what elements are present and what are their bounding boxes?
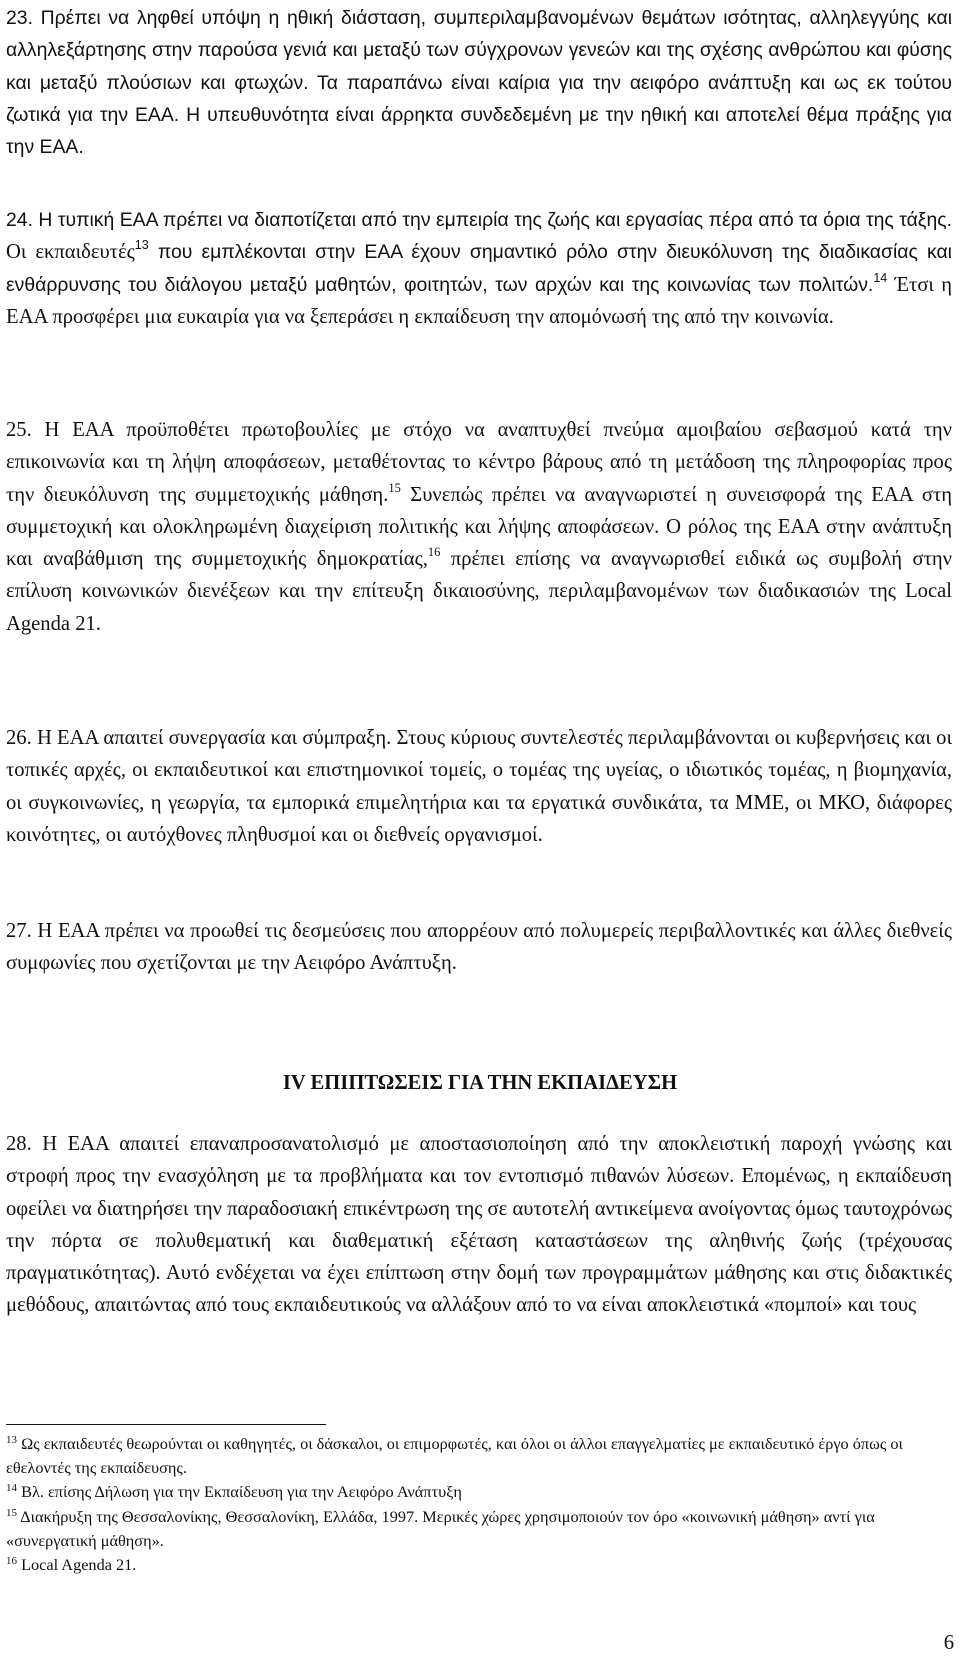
paragraph-25-part-a: 25. Η ΕΑΑ προϋποθέτει πρωτοβουλίες με στόχο να αναπτυχθεί πνεύμα αμοιβαίου σεβασμού κατά την επικοινωνία και τη λήψη αποφάσεων, μεταθέτοντας το κέντρο βάρους από τη μετάδοση της πληροφορίας προς την διευκόλυνση της συμμετοχικής μάθηση. bbox=[6, 419, 952, 506]
paragraph-24-part-a: 24. Η τυπική ΕΑΑ πρέπει να διαποτίζεται από την εμπειρία της ζωής και εργασίας πέρα από τα όρια της τάξης. bbox=[6, 209, 952, 231]
paragraph-24-part-d: Έτσι η ΕΑΑ προσφέρει μια ευκαιρία για να ξεπεράσει η εκπαίδευση την απομόνωσή της από την κοινωνία. bbox=[6, 273, 953, 328]
footnote-15 bbox=[6, 1505, 952, 1553]
footnote-number: 16 bbox=[6, 1555, 17, 1568]
paragraph-25 bbox=[6, 414, 952, 640]
footnote-14 bbox=[6, 1480, 952, 1504]
footnote-divider bbox=[6, 1424, 326, 1425]
footnote-text: Διακήρυξη της Θεσσαλονίκης, Θεσσαλονίκη, Ελλάδα, 1997. Μερικές χώρες χρησιμοποιούν τον όρο «κοινωνική μάθηση» αντί για «συνεργατική μάθηση». bbox=[6, 1506, 875, 1550]
footnote-text: Local Agenda 21. bbox=[21, 1555, 137, 1575]
footnote-number: 14 bbox=[6, 1482, 17, 1495]
paragraph-25-part-b: Συνεπώς πρέπει να αναγνωριστεί η συνεισφορά της ΕΑΑ στη συμμετοχική και ολοκληρωμένη διαχείριση πολιτικής και λήψης αποφάσεων. Ο ρόλος της ΕΑΑ στην ανάπτυξη και αναβάθμιση της συμμετοχικής δημοκρατίας, bbox=[6, 483, 952, 571]
footnote-13 bbox=[6, 1432, 952, 1480]
page-number: 6 bbox=[943, 1632, 954, 1654]
footnote-ref-16[interactable]: 16 bbox=[427, 545, 441, 560]
section-heading: IV ΕΠΙΠΤΩΣΕΙΣ ΓΙΑ ΤΗΝ ΕΚΠΑΙΔΕΥΣΗ bbox=[282, 1072, 678, 1094]
paragraph-25-part-c: πρέπει επίσης να αναγνωρισθεί ειδικά ως συμβολή στην επίλυση κοινωνικών διενέξεων και την επίτευξη δικαιοσύνης, περιλαμβανομένων των διαδικασιών της Local Agenda 21. bbox=[6, 548, 952, 635]
footnote-number: 15 bbox=[6, 1506, 17, 1519]
footnote-ref-14[interactable]: 14 bbox=[873, 270, 888, 285]
footnote-text: Ως εκπαιδευτές θεωρούνται οι καθηγητές, οι δάσκαλοι, οι επιμορφωτές, και όλοι οι άλλοι επαγγελματίες με εκπαιδευτικό έργο όπως οι εθελοντές της εκπαίδευσης. bbox=[6, 1434, 903, 1478]
paragraph-23: 23. Πρέπει να ληφθεί υπόψη η ηθική διάσταση, συμπεριλαμβανομένων θεμάτων ισότητας, αλληλεγγύης και αλληλεξάρτησης στην παρούσα γενιά και μεταξύ των σύγχρονων γενεών και της σχέσης ανθρώπου και φύσης και μεταξύ πλούσιων και φτωχών. Τα παραπάνω είναι καίρια για την αειφόρο ανάπτυξη και ως εκ τούτου ζωτικά για την ΕΑΑ. Η υπευθυνότητα είναι άρρηκτα συνδεδεμένη με την ηθική και αποτελεί θέμα πράξης για την ΕΑΑ. bbox=[6, 7, 952, 159]
paragraph-24-part-b: Οι εκπαιδευτές bbox=[6, 241, 135, 264]
footnote-text: Βλ. επίσης Δήλωση για την Εκπαίδευση για την Αειφόρο Ανάπτυξη bbox=[21, 1482, 462, 1502]
footnote-number: 13 bbox=[6, 1434, 17, 1446]
footnote-ref-13[interactable]: 13 bbox=[134, 238, 149, 253]
footnote-16 bbox=[6, 1553, 952, 1577]
paragraph-27: 27. Η ΕΑΑ πρέπει να προωθεί τις δεσμεύσεις που απορρέουν από πολυμερείς περιβαλλοντικές και άλλες διεθνείς συμφωνίες που σχετίζονται με την Αειφόρο Ανάπτυξη. bbox=[6, 920, 952, 975]
paragraph-28: 28. Η ΕΑΑ απαιτεί επαναπροσανατολισμό με αποστασιοποίηση από την αποκλειστική παροχή γνώσης και στροφή προς την ενασχόληση με τα προβλήματα και τον εντοπισμό πιθανών λύσεων. Επομένως, η εκπαίδευση οφείλει να διατηρήσει την παραδοσιακή επικέντρωση της σε αυτοτελή αντικείμενα ανοίγοντας όμως ταυτοχρόνως την πόρτα σε πολυθεματική και διαθεματική εξέταση καταστάσεων της αληθινής ζωής (τρέχουσας πραγματικότητας). Αυτό ενδέχεται να έχει επίπτωση στην δομή των προγραμμάτων μάθησης και στις διδακτικές μεθόδους, απαιτώντας από τους εκπαιδευτικούς να αλλάξουν από το να είναι αποκλειστικά «πομποί» και τους bbox=[6, 1133, 952, 1317]
paragraph-24 bbox=[6, 204, 952, 333]
paragraph-24-part-c: που εμπλέκονται στην ΕΑΑ έχουν σημαντικό ρόλο στην διευκόλυνση της διαδικασίας και ενθάρρυνσης του διάλογου μεταξύ μαθητών, φοιτητών, των αρχών και της κοινωνίας των πολιτών. bbox=[6, 241, 952, 296]
footnotes bbox=[6, 1432, 952, 1577]
paragraph-26: 26. Η ΕΑΑ απαιτεί συνεργασία και σύμπραξη. Στους κύριους συντελεστές περιλαμβάνονται οι κυβερνήσεις και οι τοπικές αρχές, οι εκπαιδευτικοί και επιστημονικοί τομείς, ο τομέας της υγείας, ο ιδιωτικός τομέας, η βιομηχανία, οι συγκοινωνίες, η γεωργία, τα εμπορικά επιμελητήρια και τα εργατικά συνδικάτα, τα ΜΜΕ, οι ΜΚΟ, διάφορες κοινότητες, οι αυτόχθονες πληθυσμοί και οι διεθνείς οργανισμοί. bbox=[6, 727, 952, 846]
footnote-ref-15[interactable]: 15 bbox=[388, 480, 401, 495]
